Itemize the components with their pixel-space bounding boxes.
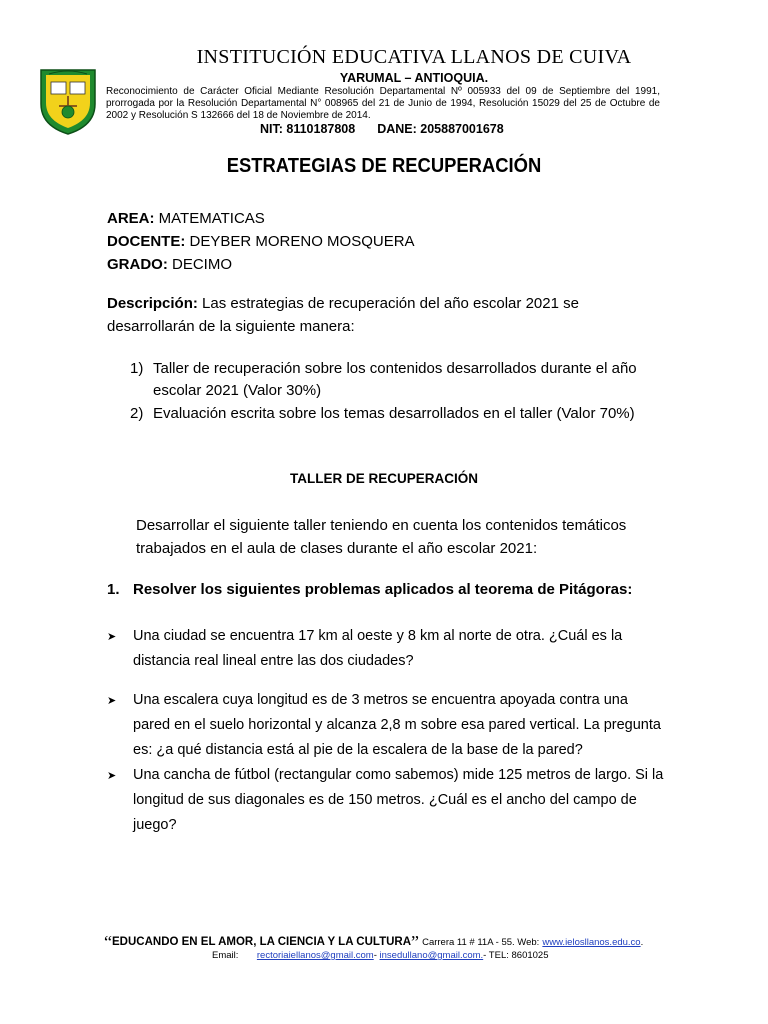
telephone: - TEL: 8601025 — [483, 950, 549, 961]
workshop-intro: Desarrollar el siguiente taller teniendo en cuenta los contenidos temáticos trabajados en el aula de clases durante el año escolar 2021: — [136, 517, 627, 557]
list-item — [107, 763, 667, 838]
close-quote: ” — [411, 932, 420, 952]
teacher-label: DOCENTE: — [107, 233, 186, 250]
grade-value: DECIMO — [172, 256, 232, 273]
arrowhead-bullet-icon: ➤ — [107, 631, 117, 643]
list-item-number: 2) — [130, 405, 144, 422]
list-item-text: Evaluación escrita sobre los temas desarrollados en el taller (Valor 70%) — [153, 405, 635, 422]
area-value: MATEMATICAS — [158, 210, 265, 227]
school-crest-icon — [37, 66, 99, 136]
website-period: . — [640, 937, 644, 948]
email-link-insedullano[interactable]: insedullano@gmail.com. — [379, 950, 484, 961]
dane-number: DANE: 205887001678 — [377, 122, 504, 136]
area-line — [107, 207, 415, 230]
teacher-value: DEYBER MORENO MOSQUERA — [189, 233, 415, 250]
description-label: Descripción: — [107, 295, 198, 312]
problem-number: 1. — [107, 581, 120, 598]
grade-line — [107, 253, 415, 276]
bullet-text: Una escalera cuya longitud es de 3 metros se encuentra apoyada contra una pared en el suelo horizontal y alcanza 2,8 m sobre esa pared vertical. La pregunta es: ¿a qué distancia está al pie de la escalera de la base de la pared? — [133, 692, 661, 758]
email-label: Email: — [212, 950, 239, 961]
bullet-text: Una cancha de fútbol (rectangular como sabemos) mide 125 metros de largo. Si la longitud de sus diagonales es de 150 metros. ¿Cuál es el ancho del campo de juego? — [133, 767, 664, 833]
workshop-title: TALLER DE RECUPERACIÓN — [289, 471, 478, 486]
footer-address: Carrera 11 # 11A - 55. Web: — [422, 937, 540, 948]
list-item — [130, 403, 650, 425]
teacher-line — [107, 230, 415, 253]
list-item-text: Taller de recuperación sobre los contenidos desarrollados durante el año escolar 2021 (Valor 30%) — [153, 360, 637, 399]
problem-text: Resolver los siguientes problemas aplicados al teorema de Pitágoras: — [133, 581, 633, 598]
recognition-text: Reconocimiento de Carácter Oficial Mediante Resolución Departamental Nº 005933 del 09 de Septiembre del 1991, prorrogada por la Resolución Departamental N° 008965 del 21 de Junio de 1994, Resolución 15029 del 25 de Octubre de 2002 y Resolución S 132666 del 18 de Noviembre de 2014. — [106, 86, 660, 121]
grade-label: GRADO: — [107, 256, 168, 273]
list-item-number: 1) — [130, 360, 144, 377]
list-item — [130, 358, 650, 402]
footer-motto: EDUCANDO EN EL AMOR, LA CIENCIA Y LA CULTURA — [112, 936, 412, 948]
list-item — [107, 688, 667, 763]
email-separator: - — [373, 950, 377, 961]
document-title: ESTRATEGIAS DE RECUPERACIÓN — [226, 155, 542, 177]
institution-ids — [260, 122, 504, 136]
description-text: Las estrategias de recuperación del año escolar 2021 se desarrollarán de la siguiente manera: — [107, 295, 579, 335]
area-label: AREA: — [107, 210, 155, 227]
arrowhead-bullet-icon: ➤ — [107, 695, 117, 707]
institution-name: INSTITUCIÓN EDUCATIVA LLANOS DE CUIVA — [196, 46, 632, 68]
description — [107, 292, 647, 338]
list-item — [107, 624, 667, 674]
institution-city: YARUMAL – ANTIOQUIA. — [339, 71, 489, 85]
arrowhead-bullet-icon: ➤ — [107, 770, 117, 782]
open-quote: “ — [104, 932, 112, 952]
course-info — [107, 207, 415, 276]
problem-list — [107, 624, 667, 838]
footer-contact-line — [212, 950, 549, 961]
strategy-list — [130, 358, 650, 426]
email-link-rectoria[interactable]: rectoriaiellanos@gmail.com — [256, 950, 374, 961]
nit-number: NIT: 8110187808 — [260, 122, 356, 136]
bullet-text: Una ciudad se encuentra 17 km al oeste y 8 km al norte de otra. ¿Cuál es la distancia real lineal entre las dos ciudades? — [133, 628, 623, 669]
problem-heading — [107, 581, 667, 598]
website-link[interactable]: www.ielosllanos.edu.co — [542, 937, 641, 948]
